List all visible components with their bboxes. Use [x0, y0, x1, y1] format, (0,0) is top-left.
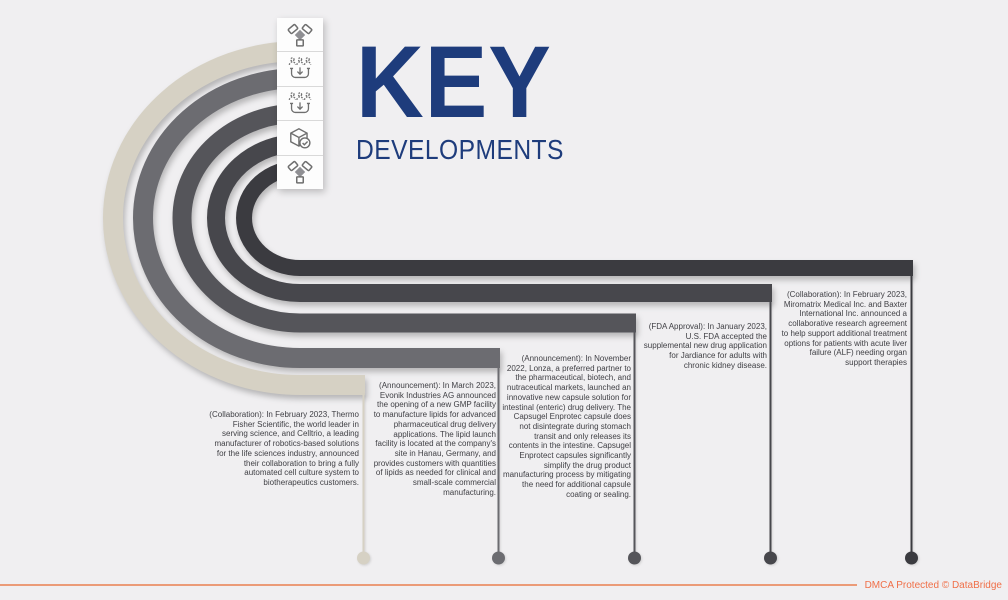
timeline-dot-3	[628, 552, 641, 565]
title-block	[356, 25, 592, 166]
merge-junction-icon	[287, 159, 313, 185]
group-intake-icon	[287, 91, 313, 117]
footer-divider-line	[0, 584, 857, 586]
page-title: KEY	[356, 25, 552, 139]
timeline-dot-2	[492, 552, 505, 565]
package-check-icon	[287, 125, 313, 151]
timeline-item-text-3: (Announcement): In November 2022, Lonza, a preferred partner to the pharmaceutical, biotech, and nutraceutical markets, launched an innovative new capsule solution for intestinal (enteric) drug delivery. The Capsugel Enprotec capsule does not disintegrate during stomach transit and only releases its contents in the intestine. Capsugel Enprotect capsules significantly simplify the drug product manufacturing process by mitigating the need for additional capsule coating or sealing.	[502, 354, 631, 499]
icon-cell-2	[277, 52, 323, 86]
timeline-item-text-2: (Announcement): In March 2023, Evonik Industries AG announced the opening of a new GMP facility to manufacture lipids for advanced pharmaceutical drug delivery applications. The lipid launch facility is located at the company's site in Hanau, Germany, and provides customers with quantities of lipids as needed for clinical and small-scale commercial manufacturing.	[373, 381, 496, 497]
icon-cell-5	[277, 156, 323, 189]
ring-5-arc	[244, 168, 913, 268]
timeline-item-text-5: (Collaboration): In February 2023, Miromatrix Medical Inc. and Baxter International Inc. announced a collaborative research agreement to help support additional treatment options for patients with acute liver failure (ALF) needing organ support therapies	[781, 290, 907, 367]
icon-strip	[277, 18, 323, 189]
dmca-protection-label: DMCA Protected © DataBridge	[864, 580, 1002, 591]
icon-cell-4	[277, 121, 323, 155]
page-subtitle: DEVELOPMENTS	[356, 133, 564, 165]
timeline-dot-4	[764, 552, 777, 565]
group-intake-icon	[287, 56, 313, 82]
icon-cell-3	[277, 87, 323, 121]
timeline-item-text-4: (FDA Approval): In January 2023, U.S. FDA accepted the supplemental new drug application for Jardiance for adults with chronic kidney disease.	[643, 322, 767, 370]
merge-junction-icon	[287, 22, 313, 48]
timeline-dot-1	[357, 552, 370, 565]
timeline-item-text-1: (Collaboration): In February 2023, Thermo Fisher Scientific, the world leader in serving science, and Celltrio, a leading manufacturer of robotics-based solutions for the life sciences industry, announced their collaboration to bring a fully automated cell culture system to biotherapeutics customers.	[209, 410, 359, 487]
timeline-dot-5	[905, 552, 918, 565]
icon-cell-1	[277, 18, 323, 52]
